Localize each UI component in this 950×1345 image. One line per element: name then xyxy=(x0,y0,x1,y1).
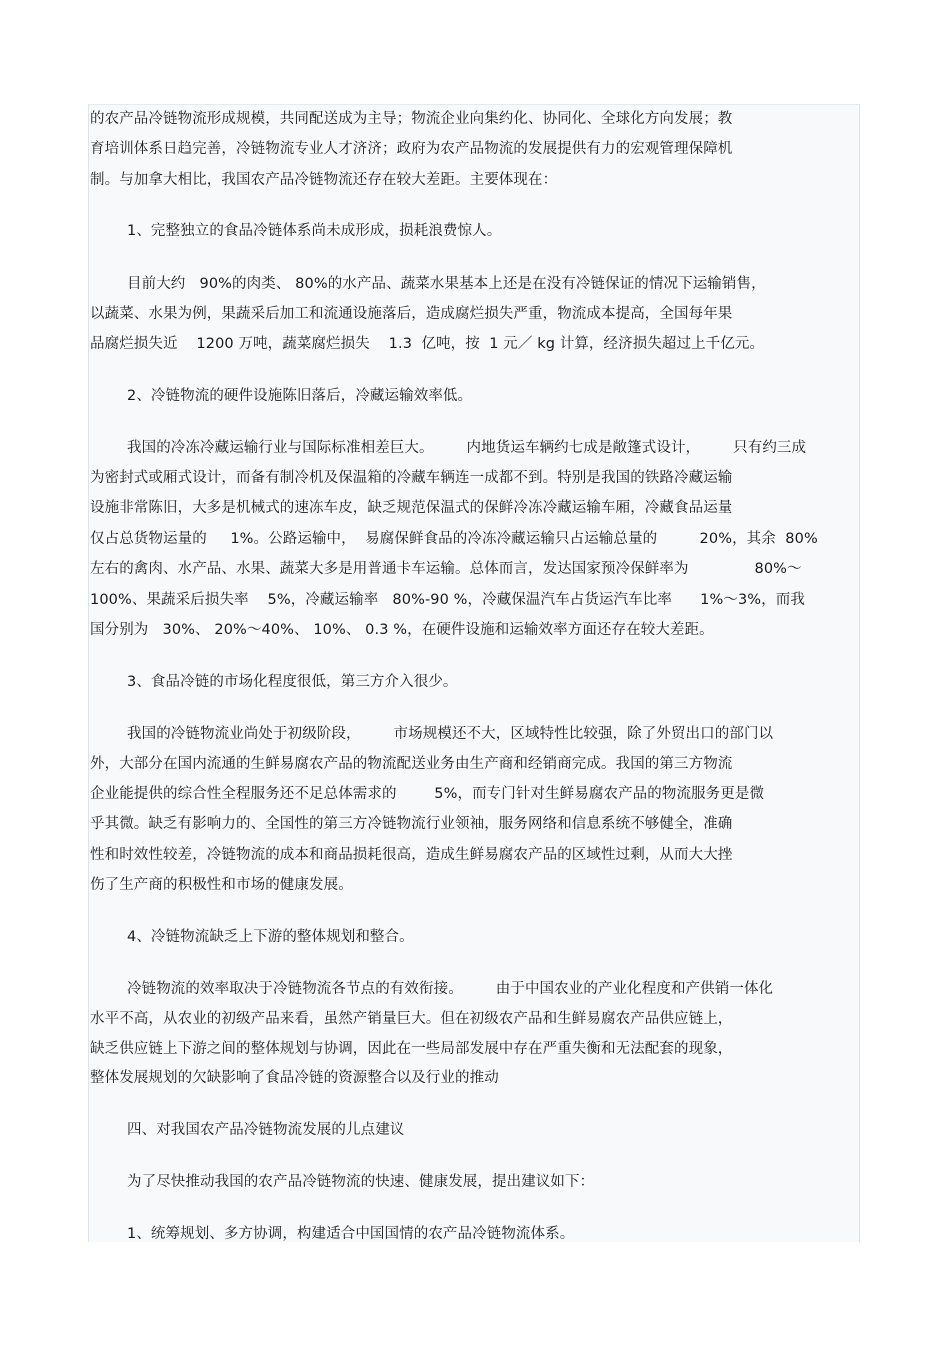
text-line: 为了尽快推动我国的农产品冷链物流的快速、健康发展，提出建议如下： xyxy=(127,1174,595,1190)
text-line: 品腐烂损失近 1200 万吨，蔬菜腐烂损失 1.3 亿吨，按 1 元／ kg 计算，经济损失超过上千亿元。 xyxy=(90,336,765,352)
text-line: 水平不高，从农业的初级产品来看，虽然产销量巨大。但在初级农产品和生鲜易腐农产品供应链上， xyxy=(90,1011,733,1027)
text-line: 为密封式或厢式设计，而备有制冷机及保温箱的冷藏车辆连一成都不到。特别是我国的铁路冷藏运输 xyxy=(90,470,733,486)
text-line: 冷链物流的效率取决于冷链物流各节点的有效衔接。 由于中国农业的产业化程度和产供销一体化 xyxy=(127,981,774,997)
text-line: 目前大约 90%的肉类、 80%的水产品、蔬菜水果基本上还是在没有冷链保证的情况下运输销售， xyxy=(127,276,766,292)
text-line: 左右的禽肉、水产品、水果、蔬菜大多是用普通卡车运输。总体而言，发达国家预冷保鲜率为 80%～ xyxy=(90,561,802,577)
text-line: 仅占总货物运量的 1%。公路运输中， 易腐保鲜食品的冷冻冷藏运输只占运输总量的 20%，其余 80% xyxy=(90,531,818,547)
section-heading: 四、对我国农产品冷链物流发展的儿点建议 xyxy=(127,1122,405,1138)
section-heading: 2、冷链物流的硬件设施陈旧落后，冷藏运输效率低。 xyxy=(127,388,473,404)
text-line: 缺乏供应链上下游之间的整体规划与协调，因此在一些局部发展中存在严重失衡和无法配套的现象， xyxy=(90,1041,733,1057)
text-line: 100%、果蔬采后损失率 5%，冷藏运输率 80%-90 %，冷藏保温汽车占货运汽车比率 1%～3%，而我 xyxy=(90,592,805,608)
text-line: 育培训体系日趋完善，冷链物流专业人才济济；政府为农产品物流的发展提供有力的宏观管理保障机 xyxy=(90,141,733,157)
text-line: 性和时效性较差，冷链物流的成本和商品损耗很高，造成生鲜易腐农产品的区域性过剩，从而大大挫 xyxy=(90,847,733,863)
section-heading: 1、完整独立的食品冷链体系尚未成形成，损耗浪费惊人。 xyxy=(127,223,502,239)
text-line: 国分别为 30%、 20%～40%、 10%、 0.3 %，在硬件设施和运输效率方面还存在较大差距。 xyxy=(90,622,714,638)
text-line: 伤了生产商的积极性和市场的健康发展。 xyxy=(90,877,353,893)
text-line: 乎其微。缺乏有影响力的、全国性的第三方冷链物流行业领袖，服务网络和信息系统不够健全，准确 xyxy=(90,816,733,832)
text-line: 设施非常陈旧，大多是机械式的速冻车皮，缺乏规范保温式的保鲜冷冻冷藏运输车厢，冷藏食品运量 xyxy=(90,500,733,516)
text-line: 我国的冷冻冷藏运输行业与国际标准相差巨大。 内地货运车辆约七成是敞篷式设计， 只有约三成 xyxy=(127,440,807,456)
section-heading: 3、食品冷链的市场化程度很低，第三方介入很少。 xyxy=(127,674,458,690)
text-line: 的农产品冷链物流形成规模，共同配送成为主导；物流企业向集约化、协同化、全球化方向发展；教 xyxy=(90,111,733,127)
text-line: 我国的冷链物流业尚处于初级阶段， 市场规模还不大，区域特性比较强，除了外贸出口的部门以 xyxy=(127,726,774,742)
text-line: 外，大部分在国内流通的生鲜易腐农产品的物流配送业务由生产商和经销商完成。我国的第三方物流 xyxy=(90,756,733,772)
section-heading: 4、冷链物流缺乏上下游的整体规划和整合。 xyxy=(127,929,414,945)
section-heading: 1、统筹规划、多方协调，构建适合中国国情的农产品冷链物流体系。 xyxy=(127,1226,575,1242)
text-line: 整体发展规划的欠缺影响了食品冷链的资源整合以及行业的推动 xyxy=(90,1070,499,1086)
text-line: 制。与加拿大相比，我国农产品冷链物流还存在较大差距。主要体现在： xyxy=(90,172,558,188)
text-line: 以蔬菜、水果为例，果蔬采后加工和流通设施落后，造成腐烂损失严重，物流成本提高，全国每年果 xyxy=(90,306,733,322)
text-line: 企业能提供的综合性全程服务还不足总体需求的 5%，而专门针对生鲜易腐农产品的物流服务更是微 xyxy=(90,786,765,802)
